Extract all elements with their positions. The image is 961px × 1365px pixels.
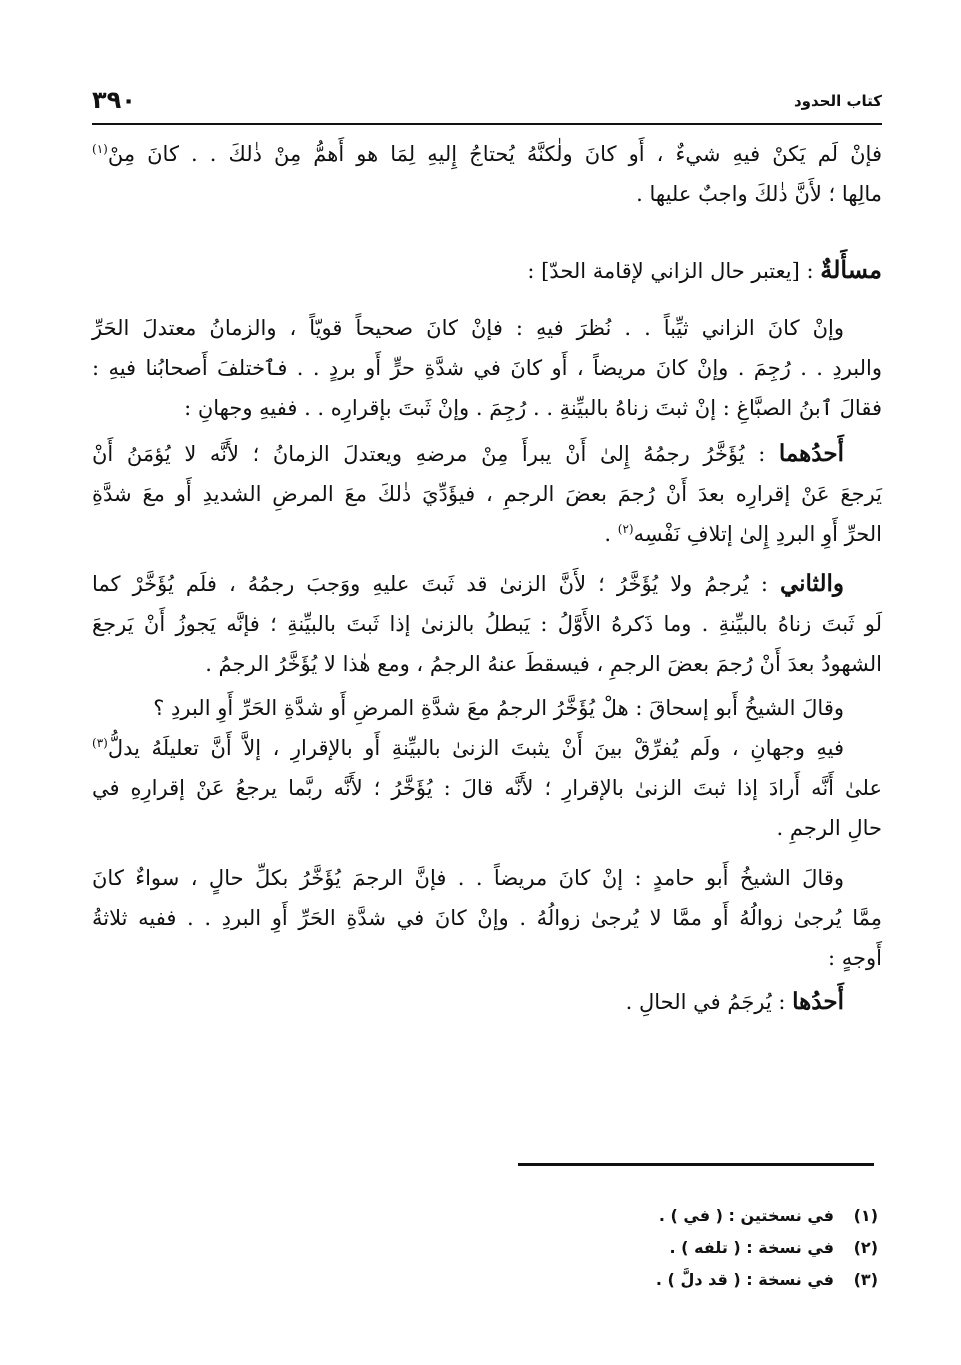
text-line: يَرجعَ عَنْ إقرارِه بعدَ أَنْ رُجمَ بعضَ الرجمِ ، فيؤَدِّيَ ذٰلكَ معَ المرضِ الشديدِ أَو معَ شدَّةِ <box>92 482 882 506</box>
spacer <box>92 214 882 250</box>
footnote-number: (١) <box>853 1206 878 1225</box>
text-line: علىٰ أَنَّه أَرادَ إذا ثبتَ الزنىٰ بالإقرارِ ؛ لأَنَّه قالَ : يُؤَخَّرُ ؛ لأَنَّه ربَّما يرجعُ عَنْ إقرارِهِ في <box>92 776 882 800</box>
footnote <box>92 1200 878 1232</box>
footnote-rule <box>518 1163 874 1166</box>
text-line: حالِ الرجمِ . <box>776 816 882 840</box>
paragraph <box>92 688 882 848</box>
text-line <box>92 434 882 474</box>
footnote-text: في نسخة : ( قد دلَّ ) . <box>655 1270 834 1289</box>
text-line: أَوجهٍ : <box>828 946 882 970</box>
footnote-ref: (٢) <box>617 522 634 536</box>
text-line <box>92 564 882 604</box>
term-label: أَحدُها <box>792 988 844 1015</box>
text-line: لَو ثَبتَ زناهُ بالبيِّنةِ . وما ذَكرهُ الأَوَّلُ : يَبطلُ بالزنىٰ إذا ثَبتَ بالبيِّنةِ ؛ فإنَّه يَجوزُ أَنْ يَرجعَ <box>92 612 882 636</box>
text-line: مِمَّا يُرجىٰ زوالُهُ أَو ممَّا لا يُرجىٰ زوالُهُ . وإنْ كانَ في شدَّةِ الحَرِّ أَوِ البردِ . . ففيه ثلاثةُ <box>92 906 882 930</box>
page-header <box>92 86 882 120</box>
footnote-number: (٣) <box>853 1270 878 1289</box>
footnote <box>92 1232 878 1264</box>
footnote-number: (٢) <box>853 1238 878 1257</box>
term-label: والثاني <box>779 570 844 597</box>
running-title: كتاب الحدود <box>793 92 882 110</box>
page-number: ٣٩٠ <box>92 86 136 114</box>
footnote-text: في نسخة : ( تلفه ) . <box>669 1238 834 1257</box>
footnote-ref: (٣) <box>92 736 108 750</box>
spacer <box>92 554 882 564</box>
heading-text: : [يعتبر حال الزاني لإقامة الحدّ] : <box>527 259 821 283</box>
text-line: فقالَ ٱبنُ الصبَّاغِ : إنْ ثبتَ زناهُ بالبيِّنةِ . . رُجِمَ . وإنْ ثَبتَ بإقرارِه . . ففيهِ وجهانِ : <box>184 396 882 420</box>
section-heading <box>92 250 882 290</box>
text-line: مالِها ؛ لأَنَّ ذٰلكَ واجبٌ عليها . <box>636 182 882 206</box>
text-span: : يُرجَمُ في الحالِ . <box>625 990 793 1014</box>
spacer <box>92 290 882 308</box>
footnote-ref: (١) <box>92 142 108 156</box>
paragraph <box>92 434 882 554</box>
text-span: . <box>604 522 618 546</box>
text-line <box>92 134 882 174</box>
header-rule <box>92 123 882 125</box>
text-span: : يُرجمُ ولا يُؤَخَّرُ ؛ لأَنَّ الزنىٰ قد ثَبتَ عليهِ ووَجبَ رجمُهُ ، فلَم يُؤَخَّرْ كما <box>92 572 780 596</box>
footnote <box>92 1264 878 1296</box>
spacer <box>92 848 882 858</box>
text-line: وقالَ الشيخُ أَبو إسحاقَ : هلْ يُؤَخَّرُ الرجمُ معَ شدَّةِ المرضِ أَو شدَّةِ الحَرِّ أَوِ البردِ ؟ <box>153 696 844 720</box>
paragraph <box>92 564 882 684</box>
heading-label: مسأَلةٌ <box>820 255 882 284</box>
paragraph <box>92 308 882 428</box>
text-line: وإنْ كانَ الزاني ثيِّباً . . نُظرَ فيهِ : فإنْ كانَ صحيحاً قويّاً ، والزمانُ معتدلَ الحَرِّ <box>92 316 844 340</box>
paragraph <box>92 982 882 1022</box>
text-line: والبردِ . . رُجِمَ . وإنْ كانَ مريضاً ، أَو كانَ في شدَّةِ حرٍّ أَو بردٍ . . فٱختلفَ أَصحابُنا فيهِ : <box>92 356 882 380</box>
text-line <box>92 514 882 554</box>
text-span: فإنْ لَم يَكنْ فيهِ شيءٌ ، أَو كانَ ولٰكنَّهُ يُحتاجُ إِليهِ لِمَا هو أَهمُّ مِنْ ذٰلكَ . . كانَ مِنْ <box>107 142 882 166</box>
term-label: أَحدُهما <box>778 440 844 467</box>
footnote-text: في نسختين : ( في ) . <box>658 1206 834 1225</box>
text-line: الشهودُ بعدَ أَنْ رُجمَ بعضَ الرجمِ ، فيسقطَ عنهُ الرجمُ ، ومع هٰذا لا يُؤَخَّرُ الرجمُ . <box>205 652 882 676</box>
paragraph <box>92 858 882 978</box>
text-span: الحرِّ أَوِ البردِ إِلىٰ إتلافِ نَفْسِه <box>633 522 882 546</box>
paragraph-continuation <box>92 134 882 214</box>
text-line <box>92 728 882 768</box>
text-line: وقالَ الشيخُ أَبو حامدٍ : إنْ كانَ مريضاً . . فإنَّ الرجمَ يُؤَخَّرُ بكلِّ حالٍ ، سواءٌ كانَ <box>92 866 844 890</box>
footnotes <box>92 1200 878 1296</box>
text-line <box>92 982 882 1022</box>
main-text <box>92 134 882 1022</box>
text-span: : يُؤَخَّرُ رجمُهُ إِلىٰ أَنْ يبرأَ مِنْ مرضهِ ويعتدلَ الزمانُ ؛ لأَنَّه لا يُؤمَنُ أَنْ <box>92 442 779 466</box>
text-span: فيهِ وجهانِ ، ولَم يُفرِّقْ بينَ أَنْ يثبتَ الزنىٰ بالبيِّنةِ أَو بالإقرارِ ، إلاَّ أَنَّ تعليلَهُ يدلُّ <box>107 736 844 760</box>
